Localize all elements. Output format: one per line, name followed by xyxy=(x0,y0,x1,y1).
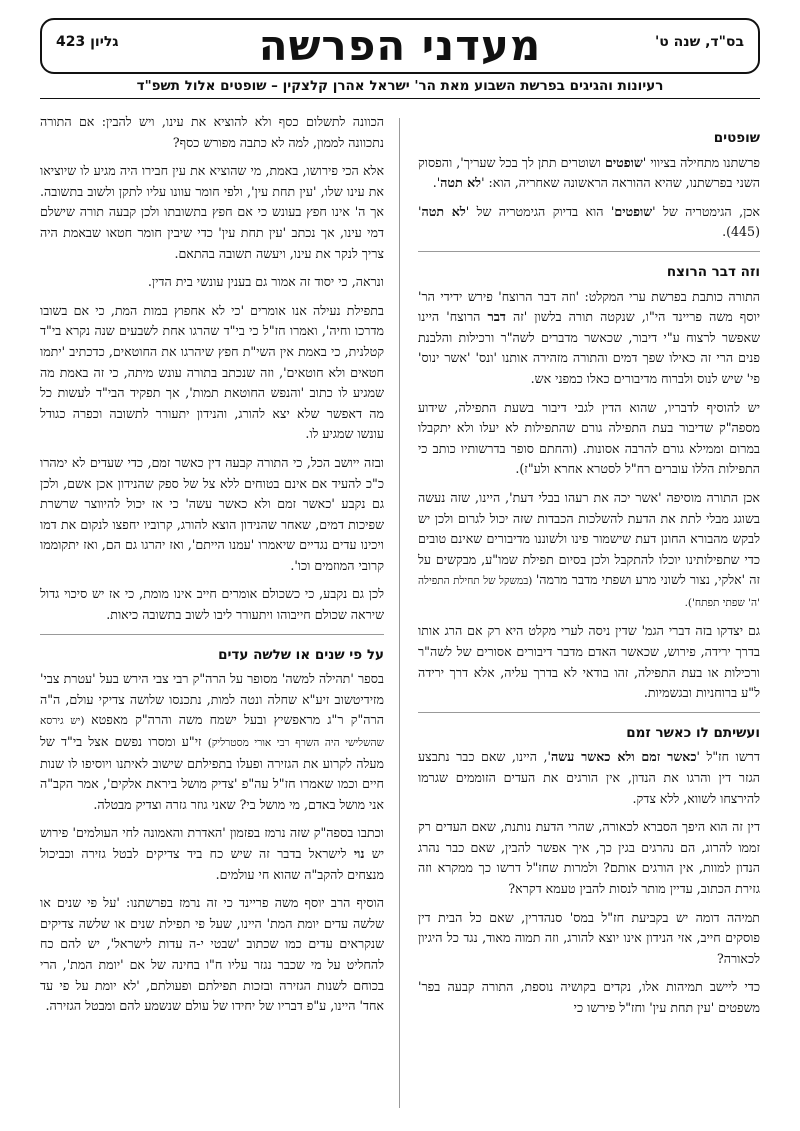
paragraph: גם יצדקו בזה דברי הגמ' שדין ניסה לערי מקלט היא רק אם הרג אותו בדרך ירידה, פירוש, שכאשר האדם מדבר דיבורים אסורים של לשה"ר ורכילות או בעת התפילה, זהו בודאי לא בדרך עליה, אלא דרך ירידה ל"ע ברוחניות ובגשמיות. xyxy=(418,623,760,701)
paragraph: ונראה, כי יסוד זה אמור גם בענין עונשי בית הדין. xyxy=(147,274,384,290)
paragraph: אכן, הגימטריה של 'שופטים' הוא בדיוק הגימטריה של 'לא תטה' (445). xyxy=(418,203,760,240)
newsletter-title: מעדני הפרשה xyxy=(258,21,542,70)
paragraph: כדי ליישב תמיהות אלו, נקדים בקושיה נוספת, התורה קבעה בפר' משפטים 'עין תחת עין' וחז"ל פירשו כי xyxy=(418,979,760,1015)
paragraph: יש להוסיף לדבריו, שהוא הדין לגבי דיבור בשעת התפילה, שידוע מספה"ק שדיבור בעת התפילה גורם שהתפילות לא יעלו ולא יתקבלו במרום וממילא גורם להרבה אסונות. (והחתם סופר בדרשותיו כותב כי התפילות הללו עוברים רח"ל לסטרא אחרא ולע"ז). xyxy=(418,399,760,477)
paragraph: הוסיף הרב יוסף משה פריינד כי זה נרמז בפרשתנו: 'על פי שנים או שלשה עדים יומת המת' היינו, שעל פי תפילת שנים או שלשה צדיקים שנקראים עדים כמו שכתוב 'שבטי י-ה עדות לישראל', יש להם כח להחליט על מי שכבר נגזר עליו ח"ו בחינה של אם 'יומת המת', הרי בכוחם לשנות הגזירה ובזכות תפילתם ופעולתם, 'לא יומת על פי עד אחד' היינו, ע"פ דבריו של יחידו של עולם שנשמע להם ומבטל הגזירה. xyxy=(40,895,384,1014)
paragraph: לכן גם נקבע, כי כשכולם אומרים חייב אינו מומת, כי אז יש סיכוי גדול שיראה שכולם חייבוהו ויתעורר ליבו לשוב בתשובה כיאות. xyxy=(40,586,384,623)
section-separator xyxy=(418,712,760,713)
section-separator xyxy=(40,634,384,635)
section-title-al-pi-shnayim: על פי שנים או שלשה עדים xyxy=(218,646,384,663)
header-rule xyxy=(40,98,760,99)
paragraph: אכן התורה מוסיפה 'אשר יכה את רעהו בבלי דעת', היינו, שזה נעשה בשוגג מבלי לתת את הדעת להשלכות הכבדות שזה יכול לגרום ולכן יש לבקש מהבורא החונן דעת שישמור פינו ולשוננו מדיבורים שאינם טובים כדי שתפילותינו יוכלו להתקבל ולכן בסיום תפילת שמו"ע, מבקשים על זה 'אלקי, נצור לשוני מרע ושפתי מדבר מרמה' (במשקל של תחילת התפילה 'ה' שפתי תפתח'). xyxy=(418,489,760,609)
paragraph: ובזה ייושב הכל, כי התורה קבעה דין כאשר זמם, כדי שעדים לא ימהרו כ"כ להעיד אם אינם בטוחים ללא צל של ספק שהנידון אכן אשם, ולכן גם נקבע 'כאשר זמם ולא כאשר עשה' כי אז יכול להיווצר שרשרת שפיכות דמים, שאחר שהנידון הוצא להורג, קרוביו יחפצו לנקום את דמו ויכינו עדים נגדיים שיאמרו 'עמנו הייתם', ואז יהרגו גם הם, ואז יתקוממו קרובי המוזמים וכו'. xyxy=(40,454,384,573)
paragraph: אלא הכי פירושו, באמת, מי שהוציא את עין חבירו היה מגיע לו שיוציאו את עינו שלו, 'עין תחת עין', ולפי חומר עוונו עליו לתקן ולשוב בתשובה. אך ה' אינו חפץ בעונש כי אם חפץ בתשובתו ולכן קבעה תורה שישלם דמי עינו, אך נכתב 'עין תחת עין' כדי שיבין חומר חטאו שבאמת היה צריך לנקר את עינו, ויעשה תשובה בהתאם. xyxy=(40,163,384,261)
issue-year: בס"ד, שנה ט' xyxy=(654,34,744,50)
paragraph: בתפילת נעילה אנו אומרים 'כי לא אחפוץ במות המת, כי אם בשובו מדרכו וחיה', ואמרו חז"ל כי בי"ד שהרגו אחת לשבעים שנה נקרא בי"ד קטלנית, כי באמת אין השי"ת חפץ שיהרגו את החוטאים, כדכתיב 'יתמו חטאים ולא חוטאים', וזה שנכתב בתורה עונש מיתה, כי זה באמת מה שמגיע לו כתוב 'והנפש החוטאת תמות', אך תפקיד הבי"ד לעשות כל מה דאפשר שלא יצא להורג, והנידון יתעורר לתשובה וכפרה כגודל עונשו שמגיע לו. xyxy=(40,302,384,442)
paragraph: בספר 'תהילה למשה' מסופר על הרה"ק רבי צבי הירש בעל 'עטרת צבי' מזידיטשוב זיע"א שחלה ונטה למות, נתכנסו שלושה צדיקי עולם, ה"ה הרה"ק ר"ג מראפשיץ ובעל ישמח משה והרה"ק מאפטא (יש גירסא שהשלישי היה השרף רבי אורי מסטרליק) זי"ע ומסרו נפשם אצל בי"ד של מעלה לקרוע את הגזירה ופעלו בתפילתם שישוב לאיתנו ויוסיפו לו שנות חיים וכמו שאמרו חז"ל עה"פ 'צדיק מושל ביראת אלקים', אמר הקב"ה אני מושל באדם, מי מושל בי? שאני גוזר גזרה וצדיק מבטלה. xyxy=(40,671,384,812)
column-divider xyxy=(399,118,400,1108)
section-title-shoftim: שופטים xyxy=(713,130,760,146)
paragraph: הכוונה לתשלום כסף ולא להוציא את עינו, ויש להבין: אם התורה נתכוונה לממון, למה לא כתבה מפורש כסף? xyxy=(40,114,384,150)
masthead xyxy=(40,18,760,74)
paragraph: תמיהה דומה יש בקביעת חז"ל במס' סנהדרין, שאם כל הבית דין פוסקים חייב, אזי הנידון אינו יוצא להורג, וזה תמוה מאוד, נגד כל היגיון לכאורה? xyxy=(418,909,760,966)
left-column xyxy=(40,112,384,1122)
paragraph: התורה כותבת בפרשת ערי המקלט: 'וזה דבר הרוצח' פירש ידידי הר' יוסף משה פריינד הי"ו, שנקטה תורה בלשון 'זה דבר הרוצח' היינו שאפשר לרצוח ע"י דיבור, שכאשר מדברים לשה"ר ורכילות והלבנת פנים הרי זה כאילו שפך דמים והתורה מזהירה אותנו 'ונס' 'אשר ינוס' פי' שיש לנוס ולברוח מדיבורים כאלו כמפני אש. xyxy=(418,288,760,386)
paragraph: פרשתנו מתחילה בציווי 'שופטים ושוטרים תתן לך בכל שעריך', והפסוק השני בפרשתנו, שהיא ההוראה הראשונה שאחריה, הוא: 'לא תטה'. xyxy=(418,154,760,191)
section-title-kaasher-zamam: ועשיתם לו כאשר זמם xyxy=(626,724,760,741)
issue-number: גליון 423 xyxy=(56,34,119,50)
paragraph: וכתבו בספה"ק שזה נרמז בפזמון 'האדרת והאמונה לחי העולמים' פירוש יש נוי לישראל בדבר זה שיש כח ביד צדיקים לבטל גזירה וכביכול מנצחים להקב"ה שהוא חי עולמים. xyxy=(40,825,384,882)
paragraph: דרשו חז"ל 'כאשר זמם ולא כאשר עשה', היינו, שאם כבר נתבצע הגזר דין והרגו את הנדון, אין הורגים את העדים הזוממים שגרמו להירצחו לשווא, ללא צדק. xyxy=(418,749,760,806)
section-title-rotzeach: וזה דבר הרוצח xyxy=(666,263,760,280)
section-separator xyxy=(418,251,760,252)
newsletter-subtitle: רעיונות והגיגים בפרשת השבוע מאת הר' ישראל אהרן קלצקין – שופטים אלול תשפ"ד xyxy=(136,78,664,94)
paragraph: דין זה הוא היפך הסברא לכאורה, שהרי הדעת נותנת, שאם העדים רק זממו להרוג, הם נהרגים בגין כך, איך אפשר להבין, שאם כבר נהרג הנדון למוות, אין הורגים אותם? ולמרות שחז"ל דרשו כך ממקרא וזה גזירת הכתוב, עדיין מותר לנסות להבין טעמא דקרא? xyxy=(418,819,760,896)
right-column xyxy=(418,112,760,1122)
